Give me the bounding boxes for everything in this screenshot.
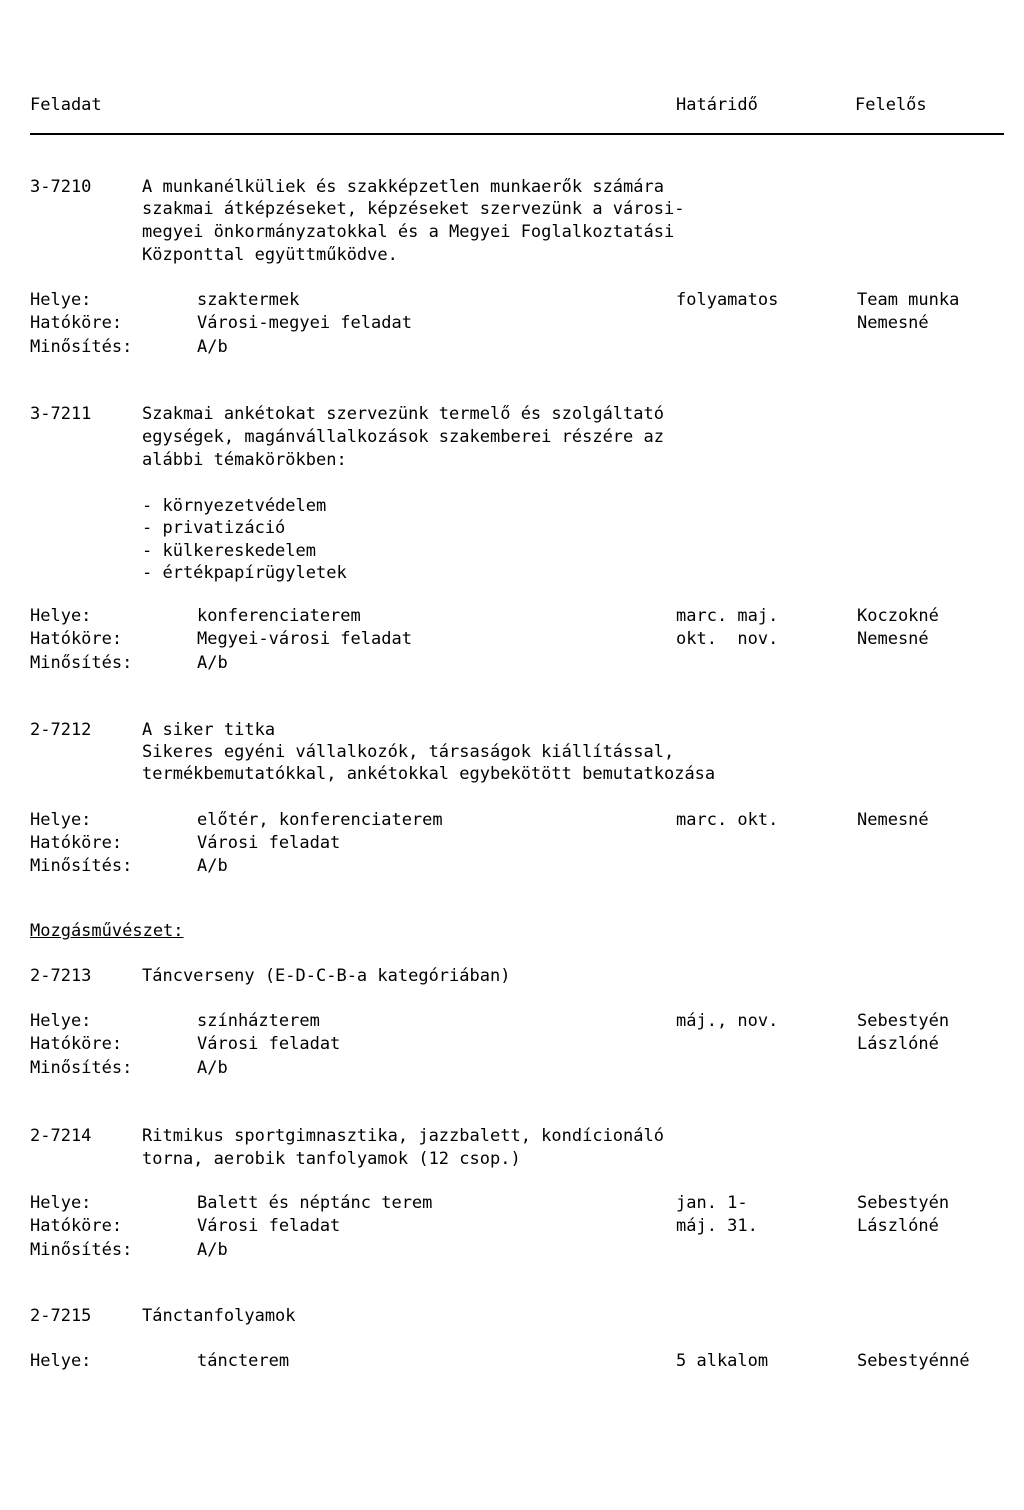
item-responsible: Team munka <box>857 290 960 310</box>
item-deadline: folyamatos <box>676 290 779 310</box>
item-deadline: jan. 1- <box>676 1193 748 1213</box>
item-desc-line: szakmai átképzéseket, képzéseket szervezünk a városi- <box>142 199 685 219</box>
item-deadline: máj. 31. <box>676 1216 758 1236</box>
item-desc-line: Központtal együttműködve. <box>142 245 398 265</box>
item-desc-line: egységek, magánvállalkozások szakemberei részére az <box>142 427 664 447</box>
item-scope: Megyei-városi feladat <box>197 629 412 649</box>
item-code: 2-7215 <box>30 1306 92 1326</box>
label-rating: Minősítés: <box>30 1240 133 1260</box>
bullet-item: - értékpapírügyletek <box>142 563 347 583</box>
item-code: 2-7213 <box>30 966 92 986</box>
item-responsible: Sebestyén <box>857 1193 950 1213</box>
item-place: Balett és néptánc terem <box>197 1193 433 1213</box>
item-scope: Városi feladat <box>197 833 341 853</box>
item-scope: Városi feladat <box>197 1034 341 1054</box>
item-desc-line: Szakmai ankétokat szervezünk termelő és szolgáltató <box>142 404 664 424</box>
label-scope: Hatóköre: <box>30 1034 123 1054</box>
item-deadline: 5 alkalom <box>676 1351 769 1371</box>
header-task: Feladat <box>30 95 102 115</box>
item-place: szaktermek <box>197 290 300 310</box>
item-deadline: máj., nov. <box>676 1011 779 1031</box>
item-desc-line: Ritmikus sportgimnasztika, jazzbalett, kondícionáló <box>142 1126 664 1146</box>
label-place: Helye: <box>30 606 92 626</box>
item-deadline: marc. okt. <box>676 810 779 830</box>
section-heading: Mozgásművészet: <box>30 921 184 941</box>
item-scope: Városi-megyei feladat <box>197 313 412 333</box>
item-responsible: Sebestyén <box>857 1011 950 1031</box>
header-deadline: Határidő <box>676 95 758 115</box>
item-responsible: Lászlóné <box>857 1034 939 1054</box>
label-place: Helye: <box>30 1193 92 1213</box>
item-responsible: Nemesné <box>857 313 929 333</box>
item-rating: A/b <box>197 1058 228 1078</box>
label-scope: Hatóköre: <box>30 1216 123 1236</box>
item-place: színházterem <box>197 1011 320 1031</box>
item-code: 2-7212 <box>30 720 92 740</box>
item-place: előtér, konferenciaterem <box>197 810 443 830</box>
item-desc-line: Táncverseny (E-D-C-B-a kategóriában) <box>142 966 511 986</box>
label-scope: Hatóköre: <box>30 313 123 333</box>
item-rating: A/b <box>197 856 228 876</box>
label-scope: Hatóköre: <box>30 629 123 649</box>
item-desc-line: A siker titka <box>142 720 276 740</box>
item-desc-line: torna, aerobik tanfolyamok (12 csop.) <box>142 1149 521 1169</box>
label-place: Helye: <box>30 810 92 830</box>
item-rating: A/b <box>197 337 228 357</box>
bullet-item: - privatizáció <box>142 518 286 538</box>
item-code: 3-7211 <box>30 404 92 424</box>
item-desc-line: termékbemutatókkal, ankétokkal egybekötött bemutatkozása <box>142 764 716 784</box>
label-rating: Minősítés: <box>30 856 133 876</box>
item-desc-line: Tánctanfolyamok <box>142 1306 296 1326</box>
label-scope: Hatóköre: <box>30 833 123 853</box>
bullet-item: - külkereskedelem <box>142 541 316 561</box>
label-place: Helye: <box>30 1351 92 1371</box>
item-place: táncterem <box>197 1351 290 1371</box>
item-code: 2-7214 <box>30 1126 92 1146</box>
item-responsible: Koczokné <box>857 606 939 626</box>
bullet-item: - környezetvédelem <box>142 496 327 516</box>
item-responsible: Nemesné <box>857 810 929 830</box>
item-responsible: Sebestyénné <box>857 1351 970 1371</box>
item-rating: A/b <box>197 653 228 673</box>
item-scope: Városi feladat <box>197 1216 341 1236</box>
item-desc-line: alábbi témakörökben: <box>142 450 347 470</box>
header-responsible: Felelős <box>855 95 927 115</box>
item-desc-line: A munkanélküliek és szakképzetlen munkaerők számára <box>142 177 664 197</box>
item-place: konferenciaterem <box>197 606 361 626</box>
item-deadline: marc. maj. <box>676 606 779 626</box>
item-responsible: Nemesné <box>857 629 929 649</box>
label-rating: Minősítés: <box>30 337 133 357</box>
item-rating: A/b <box>197 1240 228 1260</box>
label-rating: Minősítés: <box>30 653 133 673</box>
label-place: Helye: <box>30 290 92 310</box>
header-rule <box>30 133 1004 135</box>
item-responsible: Lászlóné <box>857 1216 939 1236</box>
item-desc-line: megyei önkormányzatokkal és a Megyei Foglalkoztatási <box>142 222 675 242</box>
item-deadline: okt. nov. <box>676 629 779 649</box>
label-rating: Minősítés: <box>30 1058 133 1078</box>
item-code: 3-7210 <box>30 177 92 197</box>
label-place: Helye: <box>30 1011 92 1031</box>
item-desc-line: Sikeres egyéni vállalkozók, társaságok kiállítással, <box>142 742 675 762</box>
